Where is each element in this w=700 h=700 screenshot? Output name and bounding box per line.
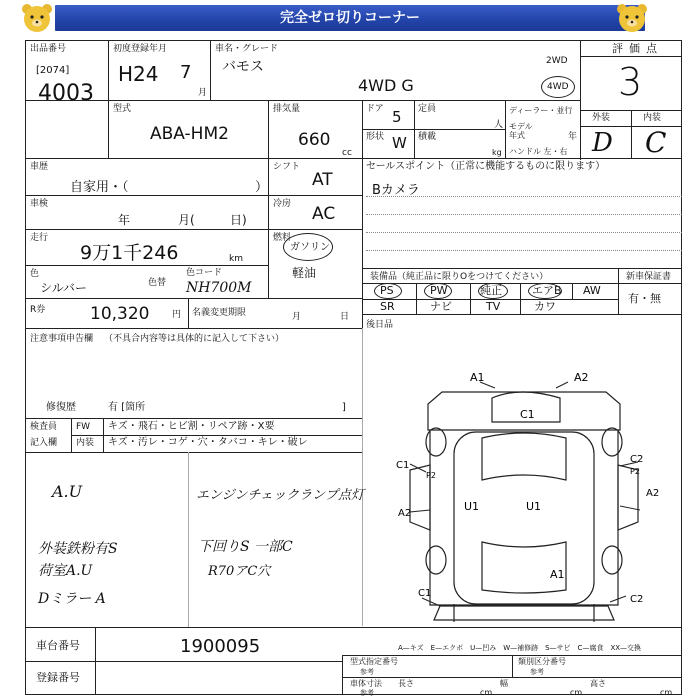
capacity-unit: 人 xyxy=(494,120,504,130)
svg-text:C1: C1 xyxy=(520,408,535,421)
footer-size-ref: 参考 xyxy=(360,689,374,697)
check-label: 検査員 xyxy=(30,422,58,432)
lot-sub: [2074] xyxy=(36,65,70,76)
car-name: バモス xyxy=(222,59,264,75)
color-code-label: 色コード xyxy=(186,268,223,278)
dealer-year-unit: 年 xyxy=(568,132,578,142)
svg-text:A2: A2 xyxy=(574,371,589,384)
load-label: 積載 xyxy=(418,132,437,142)
inspection-label: 車検 xyxy=(30,199,49,209)
footer-size: 車体寸法 xyxy=(350,679,382,688)
svg-text:P2: P2 xyxy=(426,471,436,480)
check-int-items: キズ・汚レ・コゲ・穴・タバコ・キレ・破レ xyxy=(108,437,308,448)
equip-pw: PW xyxy=(430,284,448,297)
model-value: ABA-HM2 xyxy=(150,124,229,144)
mileage-value: 9万1千246 xyxy=(80,242,179,264)
svg-text:A2: A2 xyxy=(646,488,660,499)
sales-point-value: Bカメラ xyxy=(372,183,420,198)
reg-era-year: H24 xyxy=(118,62,159,86)
svg-text:A2: A2 xyxy=(398,508,412,519)
svg-text:C1: C1 xyxy=(396,460,410,471)
footer-spec: 型式指定番号 xyxy=(350,657,398,666)
note-a: A.U xyxy=(52,482,83,501)
aircon-label: 冷房 xyxy=(273,199,292,209)
lot-number: 4003 xyxy=(38,81,94,106)
fuel-diesel: 軽油 xyxy=(292,266,317,280)
equip-leather: カワ xyxy=(534,300,556,313)
footer-category-ref: 参考 xyxy=(530,668,544,676)
equipment-label: 装備品（純正品に限りOをつけてください） xyxy=(370,272,549,282)
equip-tv: TV xyxy=(486,300,501,313)
note-g: Dミラー A xyxy=(38,591,106,607)
mileage-label: 走行 xyxy=(30,233,49,243)
repair-close: ] xyxy=(342,402,346,413)
displacement-value: 660 xyxy=(298,130,331,150)
svg-text:C2: C2 xyxy=(630,594,644,605)
footer-category: 類別区分番号 xyxy=(518,657,566,666)
regno-label: 登録番号 xyxy=(36,671,80,684)
check-int: 内装 xyxy=(76,438,95,448)
car-label: 車名・グレード xyxy=(215,44,279,54)
drive-2wd: 2WD xyxy=(546,56,568,66)
load-unit: kg xyxy=(492,148,502,157)
footer-height: 高さ xyxy=(590,679,606,688)
svg-text:A1: A1 xyxy=(470,371,485,384)
svg-text:P2: P2 xyxy=(630,467,640,476)
shift-value: AT xyxy=(312,170,333,190)
reg-label: 初度登録年月 xyxy=(113,44,168,54)
footer-cm-2: cm xyxy=(570,688,583,697)
warranty-label: 新車保証書 xyxy=(626,272,672,282)
mileage-unit: km xyxy=(229,254,243,264)
score-value: 3 xyxy=(618,60,643,104)
footer-width: 幅 xyxy=(500,679,508,688)
diagram-legend: A—キズ E—エクボ U—凹み W—補修跡 S—サビ C—腐食 XX—交換 xyxy=(398,644,642,652)
after-day-label: 後日品 xyxy=(366,320,394,330)
inspection-month: 月( xyxy=(178,213,195,227)
dealer-model-year: モデル年式 xyxy=(509,122,533,140)
note-b: エンジンチェックランプ点灯 xyxy=(196,488,364,503)
doors-shape-label: 形状 xyxy=(366,132,385,142)
equip-aw: AW xyxy=(583,284,601,297)
shift-label: シフト xyxy=(273,162,301,172)
footer-cm-1: cm xyxy=(480,688,493,697)
note-d: 下回りS 一部C xyxy=(198,539,293,555)
color-label: 色 xyxy=(30,269,40,279)
score-int: C xyxy=(645,126,667,159)
displacement-label: 排気量 xyxy=(273,104,301,114)
equip-sr: SR xyxy=(380,300,395,313)
lot-label: 出品番号 xyxy=(30,44,67,54)
repair-value: 有 [箇所 xyxy=(108,402,146,413)
color-change-label: 色替 xyxy=(148,278,167,288)
score-ext-label: 外装 xyxy=(592,113,611,123)
reg-month: 7 xyxy=(180,62,192,83)
history-close: ） xyxy=(255,180,269,195)
name-change-label: 名義変更期限 xyxy=(192,308,247,318)
footer-cm-3: cm xyxy=(660,688,673,697)
sales-point-label: セールスポイント（正常に機能するものに限ります） xyxy=(366,161,606,172)
doors-label: ドア xyxy=(366,104,384,114)
svg-text:C1: C1 xyxy=(418,588,432,599)
recycle-unit: 円 xyxy=(172,310,182,320)
history-label: 車歴 xyxy=(30,162,49,172)
recycle-label: R券 xyxy=(30,305,46,315)
notes-sub: （不具合内容等は具体的に記入して下さい） xyxy=(104,334,285,344)
bear-mascot-right-icon xyxy=(615,3,649,35)
equip-airbag: エアB xyxy=(532,284,562,297)
history-value: 自家用・（ xyxy=(70,180,129,195)
check-fw-items: キズ・飛石・ヒビ割・リペア跡・X要 xyxy=(108,421,275,432)
chassis-label: 車台番号 xyxy=(36,639,80,652)
equip-genuine: 純正 xyxy=(480,284,502,297)
doors-value: 5 xyxy=(392,108,402,126)
aircon-value: AC xyxy=(312,204,336,224)
check-label-2: 記入欄 xyxy=(30,438,58,448)
note-c: 外装鉄粉有S xyxy=(38,541,118,557)
score-int-label: 内装 xyxy=(643,113,662,123)
dealer-label: ディーラー・並行 xyxy=(509,106,573,115)
name-change-month: 月 xyxy=(292,312,302,322)
inspection-year: 年 xyxy=(118,213,131,227)
score-ext: D xyxy=(592,128,613,158)
chassis-value: 1900095 xyxy=(180,636,261,657)
equip-navi: ナビ xyxy=(430,300,452,313)
inspection-day: 日) xyxy=(230,213,247,227)
color-value: シルバー xyxy=(40,281,87,295)
equip-ps: PS xyxy=(380,284,394,297)
car-grade: 4WD G xyxy=(358,76,414,95)
displacement-unit: cc xyxy=(342,148,352,158)
model-label: 型式 xyxy=(113,104,132,114)
drive-4wd: 4WD xyxy=(547,82,569,92)
name-change-day: 日 xyxy=(340,312,350,322)
footer-length: 長さ xyxy=(398,679,414,688)
notes-label: 注意事項申告欄 xyxy=(30,334,94,344)
reg-month-unit: 月 xyxy=(198,88,208,98)
dealer-handle: ハンドル 左・右 xyxy=(509,147,568,156)
fuel-gas: ガソリン xyxy=(290,242,330,253)
note-f: R70アC穴 xyxy=(208,564,271,579)
svg-text:U1: U1 xyxy=(464,500,480,513)
svg-text:A1: A1 xyxy=(550,568,565,581)
warranty-value: 有・無 xyxy=(628,292,661,305)
svg-text:U1: U1 xyxy=(526,500,542,513)
recycle-value: 10,320 xyxy=(90,304,150,324)
note-e: 荷室A.U xyxy=(38,563,93,579)
capacity-label: 定員 xyxy=(418,104,437,114)
svg-text:C2: C2 xyxy=(630,454,644,465)
fuel-label: 燃料 xyxy=(273,233,292,243)
banner-title: 完全ゼロ切りコーナー xyxy=(55,5,645,31)
doors-shape: W xyxy=(392,134,407,152)
color-code: NH700M xyxy=(186,280,252,296)
bear-mascot-left-icon xyxy=(20,3,54,35)
check-fw: FW xyxy=(76,422,91,432)
repair-label: 修復歴 xyxy=(46,402,76,413)
footer-spec-ref: 参考 xyxy=(360,668,374,676)
car-damage-diagram xyxy=(370,370,680,630)
score-label: 評価点 xyxy=(612,42,663,55)
